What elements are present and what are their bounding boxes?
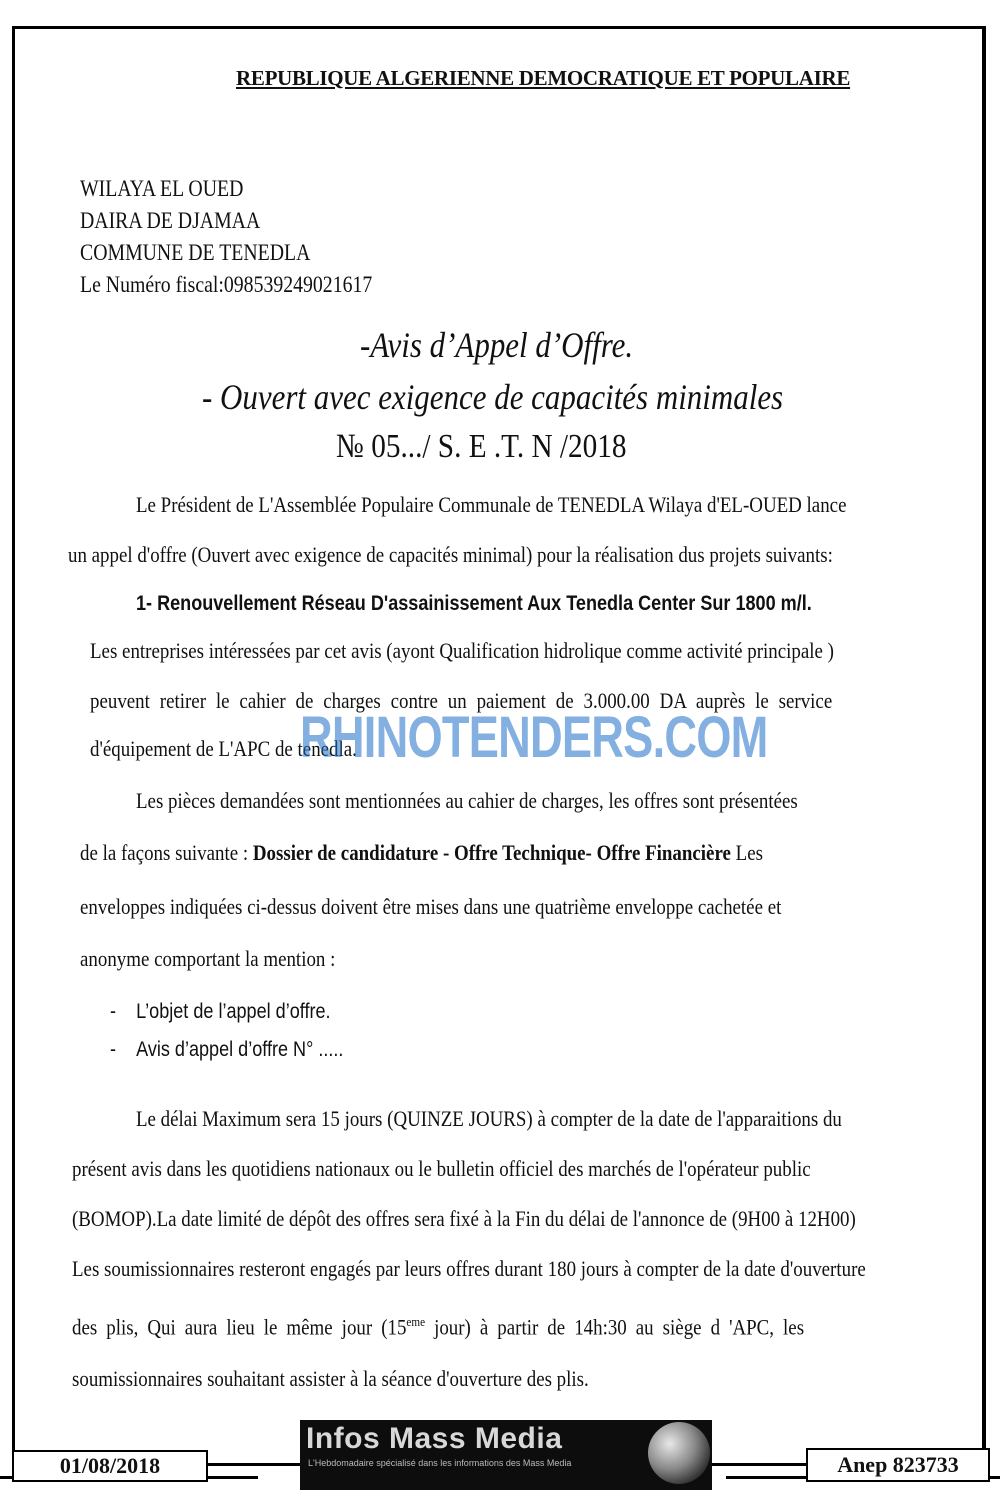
publication-date: 01/08/2018 <box>12 1450 208 1482</box>
logo-title: Infos Mass Media <box>306 1422 563 1455</box>
watermark: RHINOTENDERS.COM <box>300 705 768 770</box>
intro-line-2: un appel d'offre (Ouvert avec exigence de capacités minimal) pour la réalisation dus projets suivants: <box>68 542 833 567</box>
paragraph-2-line-3: d'équipement de L'APC de tenedla. <box>90 736 357 761</box>
paragraph-4-line-2: présent avis dans les quotidiens nationaux ou le bulletin officiel des marchés de l'opérateur public <box>72 1156 811 1181</box>
paragraph-4-line-6: soumissionnaires souhaitant assister à la séance d'ouverture des plis. <box>72 1366 589 1391</box>
republic-title: REPUBLIQUE ALGERIENNE DEMOCRATIQUE ET POPULAIRE <box>236 66 851 90</box>
intro-line-1: Le Président de L'Assemblée Populaire Communale de TENEDLA Wilaya d'EL-OUED lance <box>136 492 847 517</box>
daira-line: DAIRA DE DJAMAA <box>80 208 261 233</box>
bullet-item: - L’objet de l’appel d’offre. <box>110 1000 331 1023</box>
fiscal-number: Le Numéro fiscal:098539249021617 <box>80 272 373 297</box>
paragraph-4-line-4: Les soumissionnaires resteront engagés par leurs offres durant 180 jours à compter de la date d'ouverture <box>72 1256 866 1281</box>
paragraph-4-line-5: des plis, Qui aura lieu le même jour (15eme jour) à partir de 14h:30 au siège d 'APC, les <box>72 1314 805 1340</box>
infos-mass-media-logo <box>300 1420 712 1490</box>
notice-title: -Avis d’Appel d’Offre. <box>360 325 634 365</box>
paragraph-3-line-1: Les pièces demandées sont mentionnées au cahier de charges, les offres sont présentées <box>136 788 798 813</box>
paragraph-3-line-4: anonyme comportant la mention : <box>80 946 336 971</box>
paragraph-4-line-1: Le délai Maximum sera 15 jours (QUINZE JOURS) à compter de la date de l'apparaitions du <box>136 1106 842 1131</box>
paragraph-3-line-3: enveloppes indiquées ci-dessus doivent être mises dans une quatrième enveloppe cachetée et <box>80 894 782 919</box>
commune-line: COMMUNE DE TENEDLA <box>80 240 311 265</box>
project-item: 1- Renouvellement Réseau D'assainissement Aux Tenedla Center Sur 1800 m/l. <box>136 592 812 615</box>
globe-icon <box>648 1422 710 1484</box>
paragraph-3-line-2: de la façons suivante : Dossier de candidature - Offre Technique- Offre Financière Les <box>80 840 763 865</box>
paragraph-4-line-3: (BOMOP).La date limité de dépôt des offres sera fixé à la Fin du délai de l'annonce de (9H00 à 12H00) <box>72 1206 856 1231</box>
anep-reference: Anep 823733 <box>806 1448 990 1482</box>
paragraph-2-line-1: Les entreprises intéressées par cet avis (ayont Qualification hidrolique comme activité principale ) <box>90 638 834 663</box>
wilaya-line: WILAYA EL OUED <box>80 176 244 201</box>
paragraph-2-line-2: peuvent retirer le cahier de charges contre un paiement de 3.000.00 DA auprès le service <box>90 688 833 713</box>
logo-subtitle: L'Hebdomadaire spécialisé dans les informations des Mass Media <box>308 1458 572 1468</box>
notice-subtitle: - Ouvert avec exigence de capacités minimales <box>202 377 784 417</box>
notice-number: № 05.../ S. E .T. N /2018 <box>336 428 627 465</box>
bullet-item: - Avis d’appel d’offre N° ..... <box>110 1038 344 1061</box>
